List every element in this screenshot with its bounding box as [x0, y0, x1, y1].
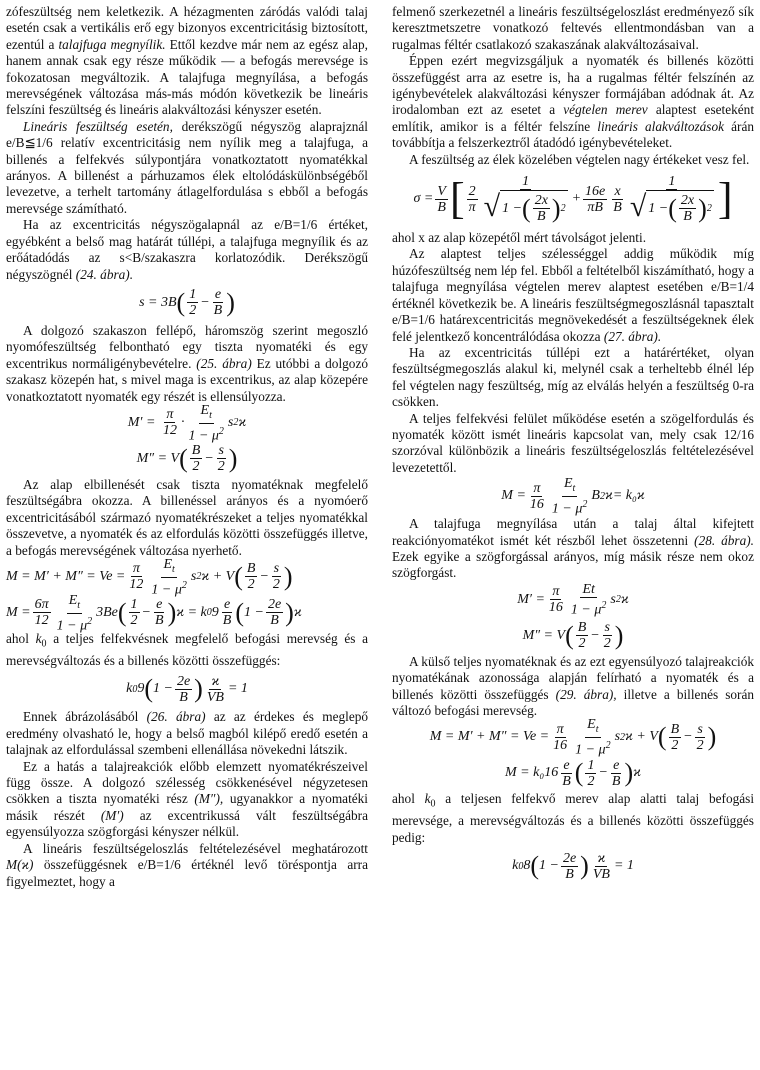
- equation-m-prime-rigid: M′ = $\frac{\pi}{16}$ $\frac{Et}{1 - \mu^2}$ s 2 ϰ: [517, 581, 629, 618]
- paragraph: Ez a hatás a talajreakciók előbb elemzett nyomatékrészeivel függ össze. A dolgozó szélesség csökkenésével négyzetesen csökken a tiszta nyomatéki rész (M″), ugyanakkor a nyomatéki másik részét (M′) az excentrikussá vált feszültségábra egyensúlyozza szögforgási kényszer nélkül.: [6, 758, 369, 840]
- paragraph: ahol x az alap közepétől mért távolságot jelenti.: [392, 230, 647, 246]
- paragraph: Ha az excentricitás négyszögalapnál az e/B=1/6 értéket, egyébként a belső mag határát túllépi, a talajfuga megnyílik és az erőátadódás az s<B/szakaszra korlatozódik. Derékszögű négyszögnél (24. ábra).: [6, 217, 368, 282]
- equation-m-total: M = M′ + M″ = Ve = $\frac{\pi}{12}$ $\frac{E_t}{1 - \mu^2}$ s 2 ϰ + V ( $\frac{B}{2}$ − $\frac{s}{2}$ ): [6, 556, 293, 598]
- paragraph: ahol $k_0$ a teljesen felfekvő merev alap alatti talaj befogási merevsége, a merevségváltozás és a billenés közötti összefüggés pedig:: [392, 791, 755, 845]
- paragraph: ahol $k_0$ a teljes felfekvésnek megfelelő befogási merevség és a merevségváltozás és a billenés közötti összefüggés:: [6, 630, 368, 669]
- paragraph: Lineáris feszültség esetén, derékszögű négyszög alaprajznál e/B≦1/6 relatív excentricitásig nem nyílik meg a talajfuga, a billenés a felfekvés súlypontjára vonatkoztatott nyomatékkal arányos. A billenést a párhuzamos élek eltolódáskülönbségéből levezetve, a terhelt tartomány átlagelfordulása s ebből a befogás merevsége számítható.: [6, 118, 369, 216]
- equation-m-prime: M′ = $\frac{\pi}{12}$ · $\frac{E_t}{1 - \mu^2}$ s 2 ϰ: [127, 402, 247, 444]
- paragraph: A dolgozó szakaszon fellépő, háromszög szerint megoszló nyomófeszültség felbontható egy tiszta nyomatéki és egy excentrikus normáligénybevételre. (25. ábra) Ez utóbbi a dolgozó szakasz közepén hat, s mivel maga is excentrikus, az alap közepére vonatkoztatott nyomaték egy részét is ellensúlyozza.: [6, 322, 368, 404]
- paragraph: Ha az excentricitás túllépi ezt a határértéket, olyan feszültségmegoszlás alakul ki, melynél csak a terheltebb élnél lép fel végtelen nagy feszültség, míg az elválás helyén a feszültség 0-ra csökken.: [392, 344, 754, 410]
- equation-m-full-contact: M = $\frac{\pi}{16}$ $\frac{E_t}{1 - \mu^2}$ B 2 ϰ = k₀ϰ: [501, 475, 645, 517]
- paragraph: Az alaptest teljes szélességgel addig működik míg húzófeszültség nem lép fel. Ebből a feltételből kiszámítható, hogy a talajfuga megnyílása végtelen merev alaptest esetében e/B=1/4 értéknél következik be. A lineáris feszültségmegoszlásnál tapasztalt e/B=1/6 határexcentricitás megnövekedését a feszültségeknek élek felé jelentkező koncentrálódása okozza (27. ábra).: [392, 246, 754, 344]
- paragraph: Éppen ezért megvizsgáljuk a nyomaték és billenés közötti összefüggést arra az esetre is, ha a rugalmas féltér felszínén az igénybevételek alakváltozási kényszer formájában adódnak át. Az irodalomban ezt az esetet a végtelen merev alaptest eseteként említik, amikor is a féltér felszíne lineáris alakváltozások árán továbbítja a felszerkeztről átadódó igénybevételeket.: [392, 53, 755, 151]
- equation-m-double-prime-rigid: M″ = V ( $\frac{B}{2}$ − $\frac{s}{2}$ ): [522, 620, 624, 652]
- right-column: [392, 4, 754, 886]
- paragraph: A teljes felfekvési felület működése esetén a szögelfordulás és nyomaték között ismét lineáris kapcsolat van, mely csak 12/16 szorzóval különbözik a lineáris feszültségeloszlás feltételezésével levezetettől.: [392, 410, 754, 475]
- paragraph: felmenő szerkezetnél a lineáris feszültségeloszlást eredményező sík keresztmetszetre vonatkozó feltevés ellentmondásban van a rugalmas féltér csatlakozó szakaszának alakváltozásaival.: [392, 4, 754, 52]
- paragraph: A lineáris feszültségeloszlás feltételezésével meghatározott M(ϰ) összefüggésnek e/B=1/6 értéknél levő töréspontja arra figyelmeztet, hogy a: [6, 840, 369, 889]
- equation-m-total-rigid: M = M′ + M″ = Ve = $\frac{\pi}{16}$ $\frac{E_t}{1 - \mu^2}$ s 2 ϰ + V ( $\frac{B}{2}$ − $\frac{s}{2}$ ): [429, 717, 717, 758]
- equation-sigma: σ = $\frac{V}{B}$ [ $\frac{2}{\pi}$ 1 √ 1 − ( $\frac{2x}{B}$ ) 2 + $\frac{16e}{\pi B}$ $\frac{x}{B}$ 1 √ 1 − ( $\frac{2x}{B}$ ) 2 ]: [413, 174, 733, 225]
- equation-m-double-prime: M″ = V ( $\frac{B}{2}$ − $\frac{s}{2}$ ): [136, 443, 238, 475]
- paragraph: A külső teljes nyomatéknak és az ezt egyensúlyozó talajreakciók nyomatékának azonossága alapján felírható a nyomaték és a billenés közötti összefüggés (29. ábra), illetve a billenés során változó befogási merevség.: [392, 653, 755, 718]
- equation-s: s = 3B ( $\frac{1}{2}$ − $\frac{e}{B}$ ): [139, 287, 235, 319]
- equation-stiffness: k 0 9 ( 1 − $\frac{2e}{B}$ ) $\frac{ϰ}{VB}$ = 1: [126, 673, 248, 705]
- paragraph: zófeszültség nem keletkezik. A hézagmenten záródás valódi talaj esetén csak a vertikális erő egy bizonyos excentricitásig biztosított, ezentúl a talajfuga megnyílik. Ettől kezdve már nem az egész alap, hanem annak csak egy része működik — a befogás merevsége is fokozatosan megváltozik. A talajfuga megnyílása, a befogás merevségének változása más-más módón következik be lineáris felszíni feszültség és lineáris alakváltozási kényszer esetén.: [6, 4, 368, 118]
- paragraph: A feszültség az élek közelében végtelen nagy értékeket vesz fel.: [409, 151, 750, 167]
- paragraph: Ennek ábrázolásából (26. ábra) az az érdekes és meglepő eredmény olvasható le, hogy a belső magból kilépő eredő esetén a talajnak az elfordulással szembeni ellenállása növekedni látszik.: [6, 709, 369, 758]
- equation-stiffness-rigid: k 0 8 ( 1 − $\frac{2e}{B}$ ) $\frac{ϰ}{VB}$ = 1: [512, 850, 634, 882]
- paragraph: Az alap elbillenését csak tiszta nyomatéknak megfelelő feszültségábra okozza. A billenéssel arányos és a nyomóerő excentricitásából származó nyomatékrészeket a teljes nyomatékkal összevetve, a nyomaték és az elfordulás közötti összefüggés illetve, a befogás merevségének változása nyerhető.: [6, 476, 368, 558]
- left-column: [6, 4, 368, 890]
- equation-m-expanded: M = $\frac{6\pi}{12}$ $\frac{E_t}{1 - \mu^2}$ 3Be ( $\frac{1}{2}$ − $\frac{e}{B}$ ) ϰ = k 0 9 $\frac{e}{B}$ ( 1 − $\frac{2e}{B}$ ) ϰ: [6, 592, 302, 634]
- equation-m-k0: M = k₀16 $\frac{e}{B}$ ( $\frac{1}{2}$ − $\frac{e}{B}$ ) ϰ: [505, 757, 641, 789]
- paragraph: A talajfuga megnyílása után a talaj által kifejtett reakciónyomatékot ismét két részből lehet összetenni (28. ábra). Ezek egyike a szögforgással arányos, míg másik része nem okoz szögforgást.: [392, 516, 755, 581]
